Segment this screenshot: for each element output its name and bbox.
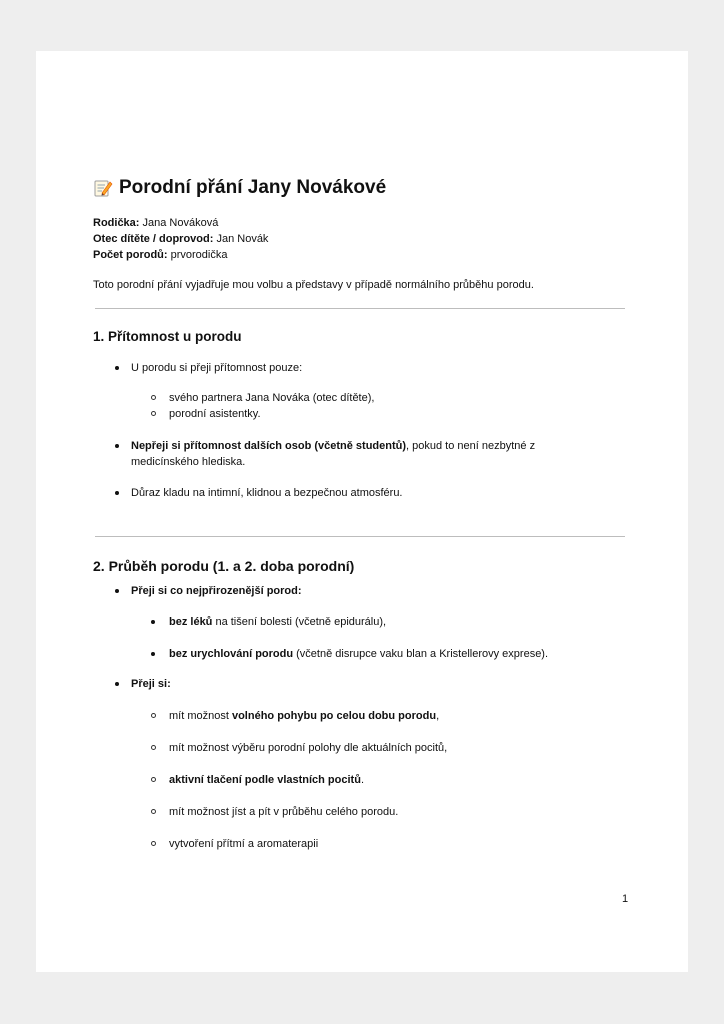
section-2-list [93,676,629,692]
list-item: Nepřeji si přítomnost dalších osob (včetně studentů), pokud to není nezbytné z medicínského hlediska. [93,438,629,470]
list-item: vytvoření přítmí a aromaterapii [93,836,629,852]
list-item: Důraz kladu na intimní, klidnou a bezpečnou atmosféru. [93,485,629,501]
document-title [93,175,629,201]
section-1-list [93,485,629,501]
meta-mother: Rodička: Jana Nováková [93,217,219,229]
meta-father: Otec dítěte / doprovod: Jan Novák [93,233,269,245]
intro-paragraph: Toto porodní přání vyjadřuje mou volbu a představy v případě normálního průběhu porodu. [93,279,534,291]
list-item: svého partnera Jana Nováka (otec dítěte), [93,390,629,406]
list-item: mít možnost jíst a pít v průběhu celého porodu. [93,804,629,820]
list-item: aktivní tlačení podle vlastních pocitů. [93,772,629,788]
list-item: porodní asistentky. [93,406,629,422]
divider [95,536,625,537]
section-1-heading: 1. Přítomnost u porodu [93,329,242,344]
page-number: 1 [622,893,629,905]
list-item: mít možnost výběru porodní polohy dle aktuálních pocitů, [93,740,629,756]
section-2-options [93,804,629,820]
list-item: mít možnost volného pohybu po celou dobu porodu, [93,708,629,724]
section-2-sublist [93,614,629,630]
section-2-sublist [93,646,629,662]
section-1-list [93,360,629,376]
list-item: U porodu si přeji přítomnost pouze: [93,360,629,376]
section-2-options [93,836,629,852]
section-2-heading: 2. Průběh porodu (1. a 2. doba porodní) [93,558,355,574]
section-2-options [93,708,629,724]
memo-icon [93,178,113,198]
list-item: bez urychlování porodu (včetně disrupce vaku blan a Kristellerovy exprese). [93,646,629,662]
list-item: Přeji si co nejpřirozenější porod: [93,583,629,599]
document-page [36,51,688,972]
section-1-list [93,438,629,470]
meta-births: Počet porodů: prvorodička [93,249,228,261]
list-item: bez léků na tišení bolesti (včetně epidurálu), [93,614,629,630]
document-content [93,175,629,852]
divider [95,308,625,309]
section-1-sublist [93,390,629,422]
section-2-list [93,583,629,599]
section-2-options [93,772,629,788]
meta-block [93,215,629,263]
list-item: Přeji si: [93,676,629,692]
title-text: Porodní přání Jany Novákové [119,177,387,198]
section-2-options [93,740,629,756]
